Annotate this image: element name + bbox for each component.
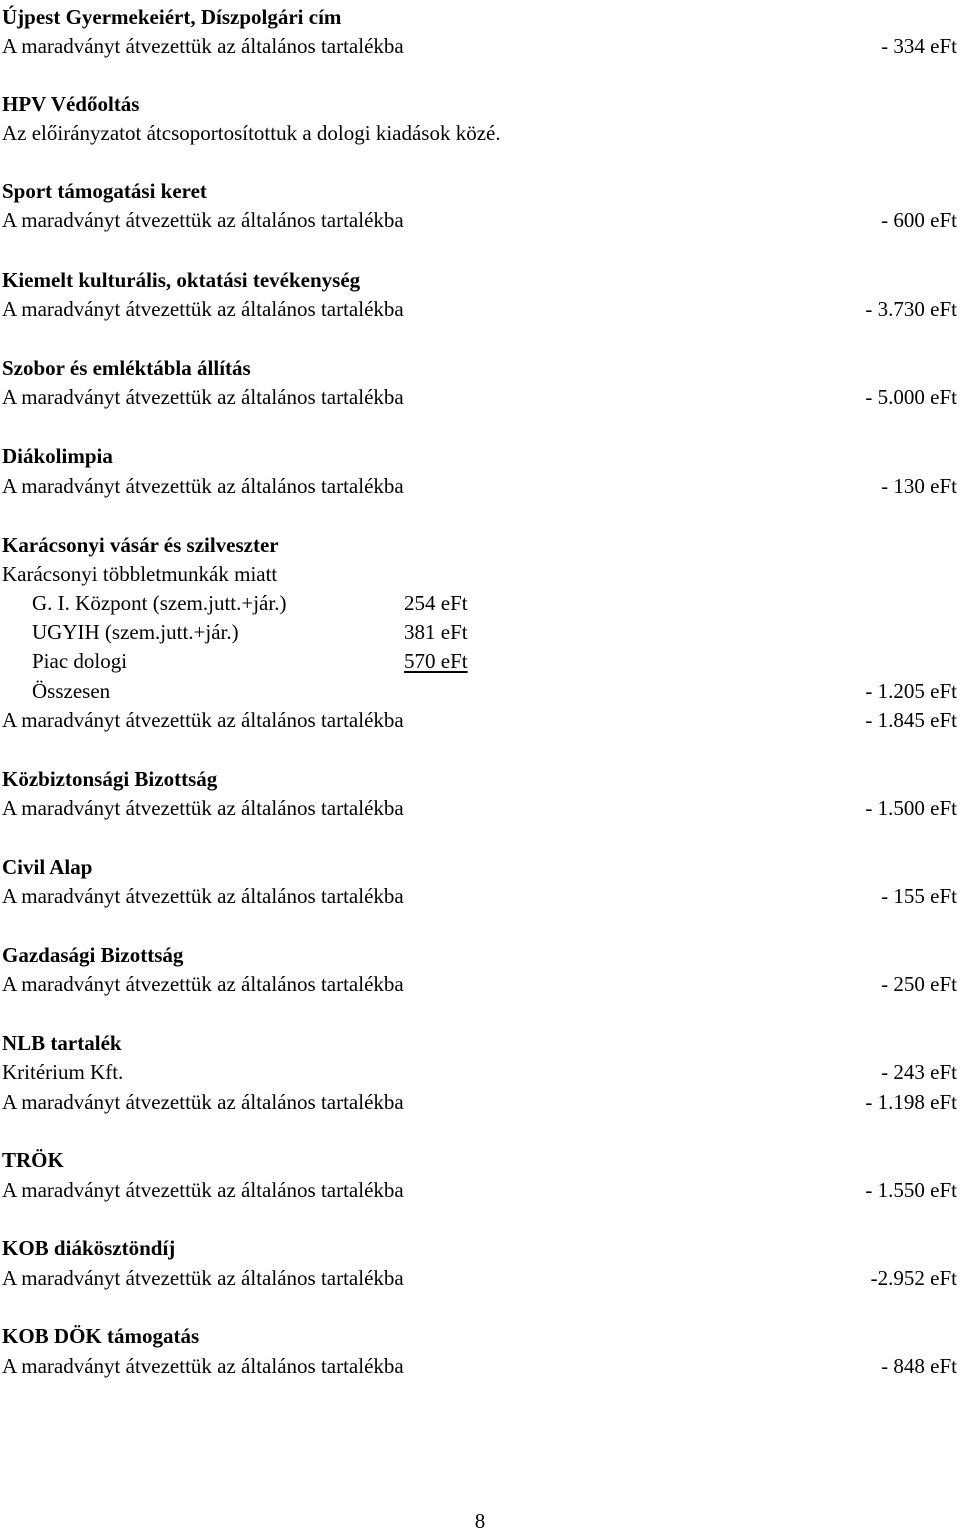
section-desc-row [0, 1057, 960, 1087]
section-desc: A maradványt átvezettük az általános tartalékba [2, 208, 404, 232]
section-title-row [0, 2, 960, 32]
page-number: 8 [474, 1509, 486, 1533]
section-desc-row [0, 1351, 960, 1381]
section-desc: A maradványt átvezettük az általános tartalékba [2, 972, 404, 996]
section-amount: - 848 eFt [881, 1354, 957, 1378]
section-desc-row [0, 205, 960, 235]
section-amount: - 1.500 eFt [865, 796, 957, 820]
section-amount: - 1.845 eFt [865, 708, 957, 732]
section-desc-row [0, 382, 960, 412]
section-desc: A maradványt átvezettük az általános tartalékba [2, 708, 404, 732]
section-desc-row [0, 471, 960, 501]
section-title-row [0, 89, 960, 119]
total-label: Összesen [32, 679, 111, 703]
section-desc: A maradványt átvezettük az általános tartalékba [2, 297, 404, 321]
section-title-row [0, 1145, 960, 1175]
section-title-row [0, 852, 960, 882]
breakdown-value: 381 eFt [404, 620, 468, 644]
section-desc-row [0, 793, 960, 823]
section-amount: - 600 eFt [881, 208, 957, 232]
section-title: NLB tartalék [2, 1031, 122, 1055]
section-title: Diákolimpia [2, 444, 113, 468]
section-amount: - 3.730 eFt [865, 297, 957, 321]
section-title: Kiemelt kulturális, oktatási tevékenység [2, 268, 361, 292]
section-amount: - 250 eFt [881, 972, 957, 996]
breakdown-row [0, 588, 960, 618]
section-amount: - 1.198 eFt [865, 1090, 957, 1114]
section-desc-row [0, 881, 960, 911]
section-desc: A maradványt átvezettük az általános tartalékba [2, 1354, 404, 1378]
section-desc-row [0, 31, 960, 61]
breakdown-label: UGYIH (szem.jutt.+jár.) [32, 620, 239, 644]
section-title-row [0, 353, 960, 383]
section-desc: A maradványt átvezettük az általános tartalékba [2, 385, 404, 409]
section-desc: A maradványt átvezettük az általános tartalékba [2, 1178, 404, 1202]
section-title: KOB diákösztöndíj [2, 1236, 176, 1260]
breakdown-label: G. I. Központ (szem.jutt.+jár.) [32, 591, 287, 615]
section-title: Gazdasági Bizottság [2, 943, 184, 967]
section-title: Újpest Gyermekeiért, Díszpolgári cím [2, 5, 342, 29]
section-desc: A maradványt átvezettük az általános tartalékba [2, 796, 404, 820]
total-row [0, 676, 960, 706]
section-title: Közbiztonsági Bizottság [2, 767, 218, 791]
section-amount: -2.952 eFt [870, 1266, 957, 1290]
section-title: HPV Védőoltás [2, 92, 140, 116]
section-title-row [0, 265, 960, 295]
section-title-row [0, 441, 960, 471]
section-title-row [0, 940, 960, 970]
section-desc: A maradványt átvezettük az általános tartalékba [2, 34, 404, 58]
section-title: Karácsonyi vásár és szilveszter [2, 533, 279, 557]
section-desc: Az előirányzatot átcsoportosítottuk a dologi kiadások közé. [2, 121, 501, 145]
breakdown-row [0, 646, 960, 676]
section-amount: - 5.000 eFt [865, 385, 957, 409]
section-title-row [0, 1028, 960, 1058]
section-amount: - 155 eFt [881, 884, 957, 908]
section-title-row [0, 176, 960, 206]
section-amount: - 1.550 eFt [865, 1178, 957, 1202]
section-desc-row [0, 1263, 960, 1293]
section-title: TRÖK [2, 1148, 64, 1172]
section-desc-row [0, 1087, 960, 1117]
breakdown-value: 254 eFt [404, 591, 468, 615]
section-desc: A maradványt átvezettük az általános tartalékba [2, 884, 404, 908]
breakdown-label: Piac dologi [32, 649, 128, 673]
section-desc-row [0, 1175, 960, 1205]
section-title: Civil Alap [2, 855, 93, 879]
section-title-row [0, 1321, 960, 1351]
section-desc-row [0, 969, 960, 999]
section-title-row [0, 530, 960, 560]
section-title-row [0, 764, 960, 794]
breakdown-value: 570 eFt [404, 649, 468, 673]
total-amount: - 1.205 eFt [865, 679, 957, 703]
section-subtitle: Karácsonyi többletmunkák miatt [2, 562, 278, 586]
breakdown-row [0, 617, 960, 647]
section-desc-row [0, 118, 960, 148]
section-amount: - 130 eFt [881, 474, 957, 498]
section-amount: - 243 eFt [881, 1060, 957, 1084]
section-title-row [0, 1233, 960, 1263]
section-amount: - 334 eFt [881, 34, 957, 58]
section-desc-row [0, 705, 960, 735]
section-subtitle-row [0, 559, 960, 589]
section-desc: A maradványt átvezettük az általános tartalékba [2, 1266, 404, 1290]
section-desc: Kritérium Kft. [2, 1060, 124, 1084]
section-desc: A maradványt átvezettük az általános tartalékba [2, 474, 404, 498]
section-desc: A maradványt átvezettük az általános tartalékba [2, 1090, 404, 1114]
section-desc-row [0, 294, 960, 324]
section-title: Sport támogatási keret [2, 179, 207, 203]
section-title: Szobor és emléktábla állítás [2, 356, 251, 380]
section-title: KOB DÖK támogatás [2, 1324, 200, 1348]
